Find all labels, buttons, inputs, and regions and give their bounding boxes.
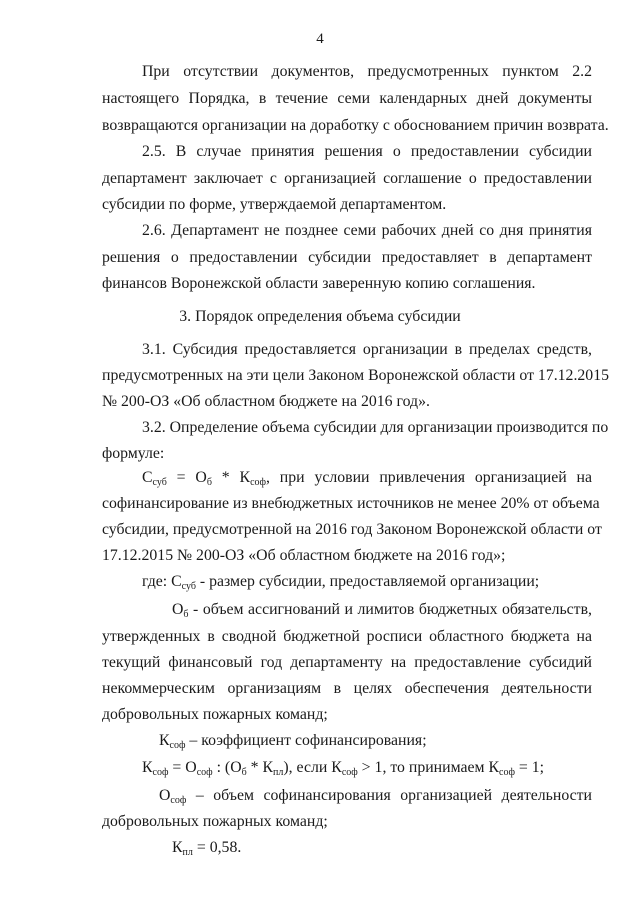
paragraph-line: утвержденных в сводной бюджетной росписи областного бюджета на — [102, 628, 592, 645]
paragraph-line: софинансирование из внебюджетных источников не менее 20% от объема — [102, 495, 600, 512]
paragraph-line: финансов Воронежской области заверенную копию соглашения. — [102, 275, 536, 292]
definition-o-sof: $О_{соф}$ – объем софинансирования организацией деятельности — [159, 787, 592, 806]
definition-k-pl: $К_{пл} = 0,58$. — [172, 839, 242, 858]
paragraph-line: 2.5. В случае принятия решения о предоставлении субсидии — [142, 143, 592, 160]
paragraph-line: 3.2. Определение объема субсидии для организации производится по — [142, 419, 609, 436]
paragraph-line: текущий финансовый год департаменту на предоставление субсидий — [102, 654, 592, 671]
page-number: 4 — [316, 31, 324, 47]
paragraph-line: При отсутствии документов, предусмотренных пунктом 2.2 — [142, 63, 592, 80]
paragraph-line: 2.6. Департамент не позднее семи рабочих дней со дня принятия — [142, 222, 592, 239]
paragraph-line: 3.1. Субсидия предоставляется организации в пределах средств, — [142, 341, 592, 358]
section-heading: 3. Порядок определения объема субсидии — [179, 308, 461, 325]
paragraph-line: предусмотренных на эти цели Законом Воронежской области от 17.12.2015 — [102, 367, 610, 384]
paragraph-line: 17.12.2015 № 200-ОЗ «Об областном бюджете на 2016 год»; — [102, 547, 506, 564]
paragraph-line: возвращаются организации на доработку с обоснованием причин возврата. — [102, 117, 609, 134]
paragraph-line: решения о предоставлении субсидии предоставляет в департамент — [102, 249, 592, 266]
paragraph-line: формуле: — [102, 445, 165, 462]
paragraph-line: субсидии по форме, утверждаемой департаментом. — [102, 196, 447, 213]
definition-c-sub: где: $С_{суб}$ - размер субсидии, предоставляемой организации; — [142, 573, 540, 592]
paragraph-line: настоящего Порядка, в течение семи календарных дней документы — [102, 90, 592, 107]
definition-k-sof: $К_{соф}$ – коэффициент софинансирования; — [159, 732, 427, 751]
k-sof-formula: $К_{соф} = О_{соф}$ : $(О_б * К_{пл})$, если $К_{соф} > 1$, то принимаем $К_{соф} = 1$; — [142, 759, 545, 778]
subsidy-formula: $С_{суб} = О_б * К_{соф}$, при условии привлечения организацией на — [142, 469, 593, 488]
definition-o-b: $О_б$ - объем ассигнований и лимитов бюджетных обязательств, — [172, 601, 592, 620]
paragraph-line: субсидии, предусмотренной на 2016 год Законом Воронежской области от — [102, 521, 602, 538]
paragraph-line: некоммерческим организациям в целях обеспечения деятельности — [102, 680, 592, 697]
paragraph-line: департамент заключает с организацией соглашение о предоставлении — [102, 170, 592, 187]
paragraph-line: добровольных пожарных команд; — [102, 706, 328, 723]
paragraph-line: № 200-ОЗ «Об областном бюджете на 2016 год». — [102, 393, 430, 410]
paragraph-line: добровольных пожарных команд; — [102, 813, 328, 830]
